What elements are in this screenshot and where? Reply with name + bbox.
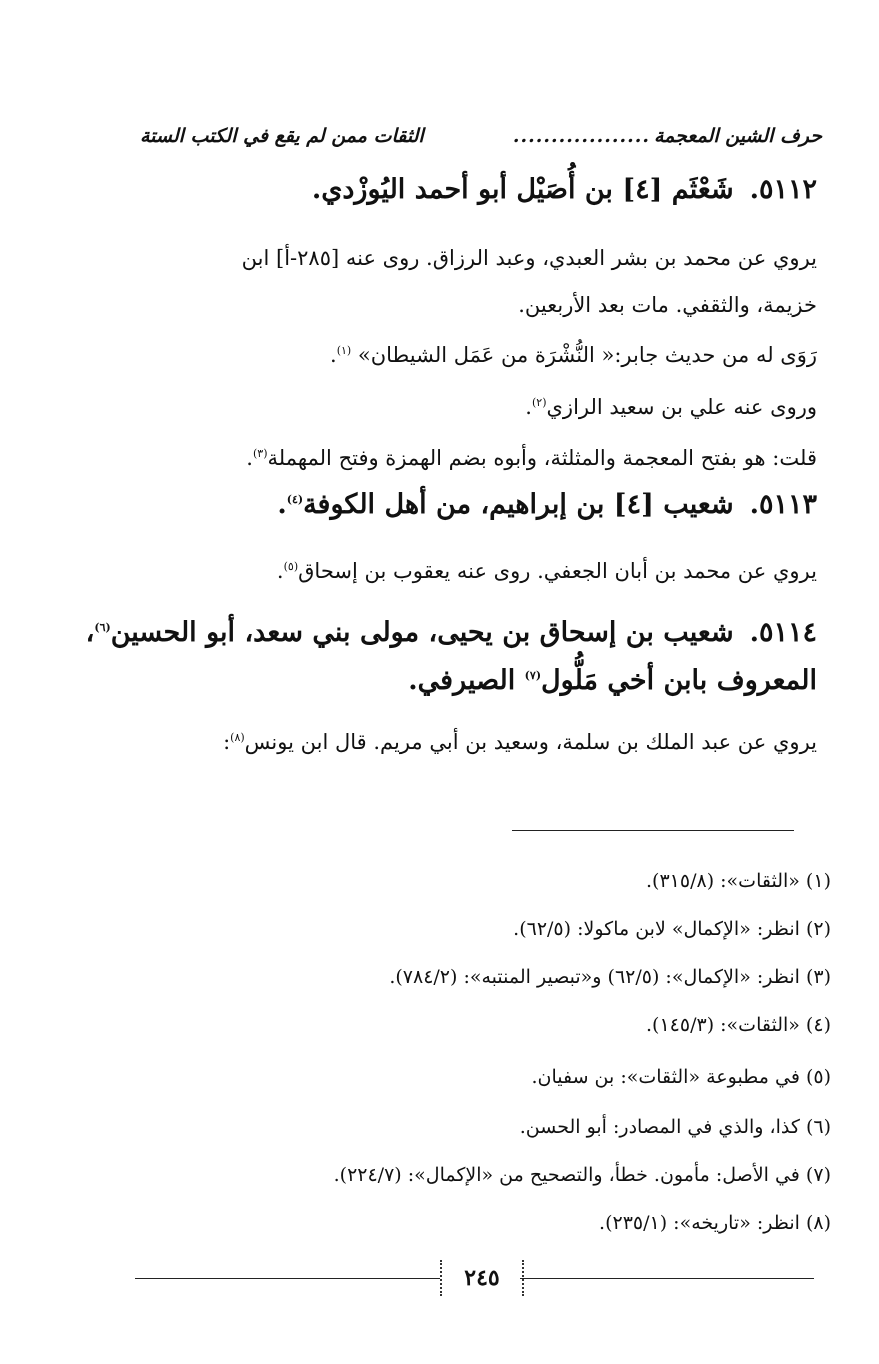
footnote-4: (٤) «الثقات»: (١٤٥/٣). (646, 1014, 831, 1036)
running-header (140, 120, 822, 152)
entry-5112-line-2: خزيمة، والثقفي. مات بعد الأربعين. (518, 293, 817, 317)
entry-number: ٥١١٣. (749, 489, 817, 520)
entry-5114-line-1: يروي عن عبد الملك بن سلمة، وسعيد بن أبي مريم. قال ابن يونس$^{(٨)}$: (223, 730, 817, 754)
header-book-title: الثقات ممن لم يقع في الكتب الستة (140, 125, 424, 147)
footnote-2: (٢) انظر: «الإكمال» لابن ماكولا: (٦٢/٥). (513, 918, 831, 940)
bottom-rule-left (135, 1278, 440, 1279)
entry-heading: شعيب [٤] بن إبراهيم، من أهل الكوفة (303, 489, 734, 520)
footnote-5: (٥) في مطبوعة «الثقات»: بن سفيان. (531, 1066, 831, 1088)
footnote-ref[interactable]: (٨) (230, 731, 245, 744)
header-chapter-title: حرف الشين المعجمة (653, 125, 822, 147)
entry-5113-line-1: يروي عن محمد بن أبان الجعفي. روى عنه يعقوب بن إسحاق$^{(٥)}$. (276, 559, 817, 583)
footnote-ref[interactable]: (٣) (252, 447, 268, 460)
footnote-ref[interactable]: (٢) (531, 396, 547, 409)
entry-5112-note-1: رَوَى له من حديث جابر:« النُّشْرَة من عَمَل الشيطان» $^{(١)}$. (330, 343, 817, 367)
entry-number: ٥١١٤. (749, 617, 817, 648)
entry-heading: شَعْثَم [٤] بن أُصَيْل أبو أحمد اليُوزْدي. (311, 174, 734, 205)
footnote-6: (٦) كذا، والذي في المصادر: أبو الحسن. (519, 1116, 831, 1138)
entry-heading: شعيب بن إسحاق بن يحيى، مولى بني سعد، أبو الحسين (110, 617, 734, 648)
footnote-1: (١) «الثقات»: (٣١٥/٨). (646, 870, 831, 892)
footnote-3: (٣) انظر: «الإكمال»: (٦٢/٥) و«تبصير المنتبه»: (٧٨٤/٢). (389, 966, 831, 988)
footnote-ref[interactable]: (٥) (283, 560, 299, 573)
footnote-ref[interactable]: (١) (336, 344, 352, 357)
entry-5112-note-3: قلت: هو بفتح المعجمة والمثلثة، وأبوه بضم الهمزة وفتح المهملة$^{(٣)}$. (246, 446, 817, 470)
entry-5112-line-1: يروي عن محمد بن بشر العبدي، وعبد الرزاق. روى عنه [٢٨٥-أ] ابن (241, 246, 817, 270)
footnote-ref[interactable]: (٧) (524, 669, 542, 682)
entry-5113-title: ٥١١٣.شعيب [٤] بن إبراهيم، من أهل الكوفة$^{(٤)}$. (277, 489, 817, 520)
entry-number: ٥١١٢. (749, 174, 817, 205)
footnote-separator (512, 830, 794, 831)
footnote-7: (٧) في الأصل: مأمون. خطأ، والتصحيح من «الإكمال»: (٢٢٤/٧). (333, 1164, 831, 1186)
entry-5114-title-line-1: ٥١١٤.شعيب بن إسحاق بن يحيى، مولى بني سعد، أبو الحسين$^{(٦)}$، (85, 617, 817, 648)
page-number: ٢٤٥ (440, 1260, 524, 1296)
entry-5112-note-2: وروى عنه علي بن سعيد الرازي$^{(٢)}$. (525, 395, 817, 419)
bottom-rule-right (520, 1278, 814, 1279)
header-dots: .................. (512, 125, 650, 147)
footnote-ref[interactable]: (٦) (94, 621, 111, 634)
entry-5112-title (110, 165, 817, 215)
footnote-ref[interactable]: (٤) (286, 493, 304, 506)
footnote-8: (٨) انظر: «تاريخه»: (٢٣٥/١). (599, 1212, 831, 1234)
entry-5114-title-line-2: المعروف بابن أخي مَلُّول$^{(٧)}$ الصيرفي. (408, 665, 817, 696)
